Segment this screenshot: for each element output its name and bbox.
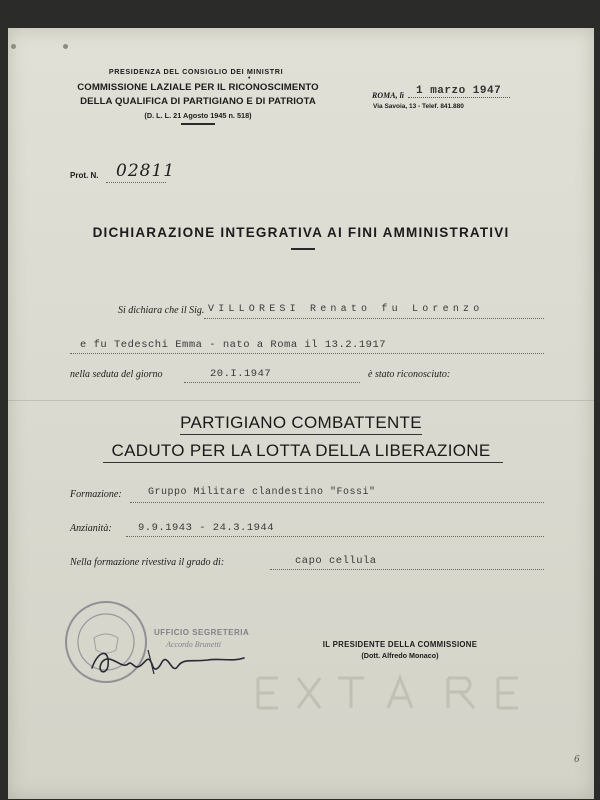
stamp-office-text: UFFICIO SEGRETERIA — [154, 628, 250, 637]
status-line-1: PARTIGIANO COMBATTENTE — [180, 413, 422, 432]
bleed-through-marks — [248, 668, 548, 718]
handwritten-signature — [88, 640, 248, 680]
title-rule — [291, 248, 315, 250]
formation-dotted-line — [130, 502, 544, 503]
presidency-heading: PRESIDENZA DEL CONSIGLIO DEI MINISTRI — [108, 67, 284, 76]
seniority-value: 9.9.1943 - 24.3.1944 — [138, 522, 275, 534]
formation-label: Formazione: — [70, 489, 122, 500]
president-name: (Dott. Alfredo Monaco) — [361, 651, 439, 660]
declaration-line-2: e fu Tedeschi Emma - nato a Roma il 13.2.1917 — [80, 339, 387, 351]
place-label: ROMA, lì — [372, 91, 405, 100]
formation-value: Gruppo Militare clandestino "Fossi" — [148, 487, 376, 498]
rank-value: capo cellula — [295, 555, 377, 567]
law-reference: (D. L. L. 21 Agosto 1945 n. 518) — [144, 111, 252, 120]
status-underline-1 — [180, 434, 422, 435]
status-line-2: CADUTO PER LA LOTTA DELLA LIBERAZIONE — [111, 441, 491, 460]
protocol-label: Prot. N. — [70, 171, 99, 180]
declared-name: VILLORESI Renato fu Lorenzo — [208, 304, 484, 315]
punch-hole — [11, 44, 16, 49]
rank-dotted-line — [270, 569, 544, 570]
session-dotted-line — [184, 382, 360, 383]
header-rule — [181, 123, 215, 125]
president-title: IL PRESIDENTE DELLA COMMISSIONE — [322, 640, 478, 649]
page-number: 6 — [574, 755, 580, 765]
commission-line-2: DELLA QUALIFICA DI PARTIGIANO E DI PATRIOTA — [80, 96, 316, 107]
seniority-label: Anzianità: — [70, 523, 112, 534]
protocol-dotted-line — [106, 182, 166, 183]
date-dotted-line — [408, 97, 510, 98]
seniority-dotted-line — [126, 536, 544, 537]
protocol-number: 02811 — [116, 161, 176, 181]
document-title: DICHIARAZIONE INTEGRATIVA AI FINI AMMINISTRATIVI — [92, 225, 510, 240]
status-underline-2 — [103, 462, 503, 463]
commission-line-1: COMMISSIONE LAZIALE PER IL RICONOSCIMENTO — [77, 82, 319, 93]
office-address: Via Savoia, 13 - Telef. 841.880 — [373, 103, 464, 110]
session-label: nella seduta del giorno — [70, 369, 163, 380]
declaration-intro: Si dichiara che il Sig. — [118, 305, 205, 316]
line2-dotted-line — [70, 353, 544, 354]
recognized-label: è stato riconosciuto: — [368, 369, 451, 380]
document-sheet — [8, 28, 594, 799]
session-date: 20.I.1947 — [210, 368, 272, 380]
name-dotted-line — [204, 318, 544, 319]
document-date: 1 marzo 1947 — [416, 85, 502, 97]
fold-line — [8, 400, 594, 401]
stamp-note-text: Accordo Brunetti — [166, 640, 222, 649]
header-dot: • — [248, 75, 251, 82]
punch-hole — [63, 44, 68, 49]
rank-label: Nella formazione rivestiva il grado di: — [70, 557, 225, 568]
